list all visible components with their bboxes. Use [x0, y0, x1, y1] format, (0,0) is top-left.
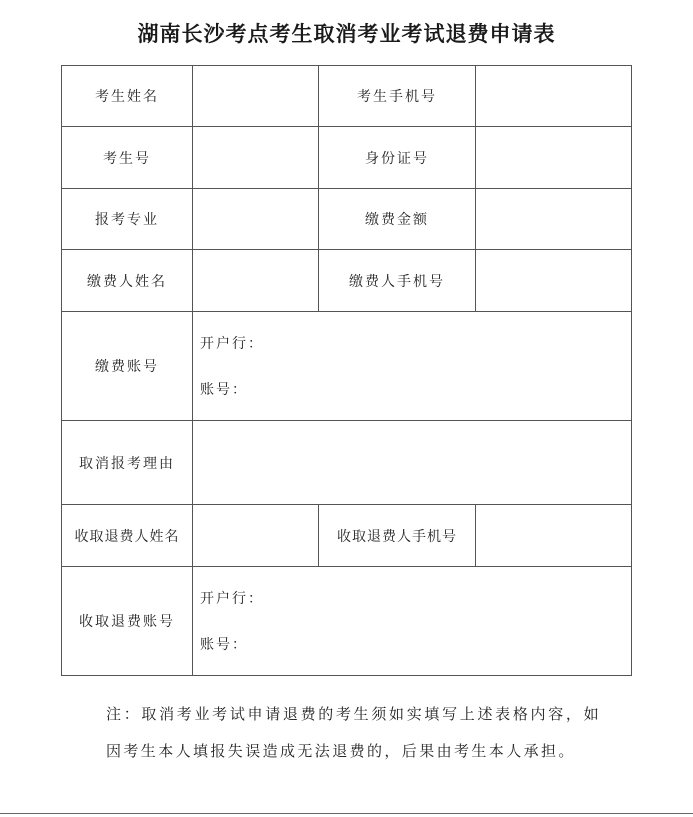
student-phone-field[interactable] [476, 66, 632, 127]
cancel-reason-label: 取消报考理由 [62, 421, 193, 505]
student-phone-label: 考生手机号 [319, 66, 476, 127]
student-name-label: 考生姓名 [62, 66, 193, 127]
refund-phone-label: 收取退费人手机号 [319, 505, 476, 567]
payer-account-label: 缴费账号 [62, 312, 193, 421]
payer-account-field[interactable] [193, 312, 632, 421]
payer-bank-label: 开户行： [200, 336, 264, 352]
payer-phone-label: 缴费人手机号 [319, 250, 476, 312]
refund-account-number-label: 账号： [200, 637, 248, 653]
cancel-reason-field[interactable] [193, 421, 632, 505]
student-id-field[interactable] [193, 127, 319, 189]
payer-account-number-label: 账号： [200, 382, 248, 398]
major-label: 报考专业 [62, 189, 193, 250]
major-field[interactable] [193, 189, 319, 250]
refund-application-form [61, 65, 632, 676]
payer-phone-field[interactable] [476, 250, 632, 312]
refund-account-label: 收取退费账号 [62, 567, 193, 676]
student-id-label: 考生号 [62, 127, 193, 189]
refund-name-label: 收取退费人姓名 [62, 505, 193, 567]
payer-name-label: 缴费人姓名 [62, 250, 193, 312]
student-name-field[interactable] [193, 66, 319, 127]
refund-name-field[interactable] [193, 505, 319, 567]
refund-account-field[interactable] [193, 567, 632, 676]
bottom-divider [0, 813, 693, 814]
fee-amount-label: 缴费金额 [319, 189, 476, 250]
refund-bank-label: 开户行： [200, 591, 264, 607]
refund-phone-field[interactable] [476, 505, 632, 567]
payer-name-field[interactable] [193, 250, 319, 312]
fee-amount-field[interactable] [476, 189, 632, 250]
id-card-field[interactable] [476, 127, 632, 189]
page-title: 湖南长沙考点考生取消考业考试退费申请表 [137, 22, 556, 46]
form-note: 注：取消考业考试申请退费的考生须如实填写上述表格内容，如因考生本人填报失误造成无法退费的，后果由考生本人承担。 [106, 705, 601, 760]
id-card-label: 身份证号 [319, 127, 476, 189]
